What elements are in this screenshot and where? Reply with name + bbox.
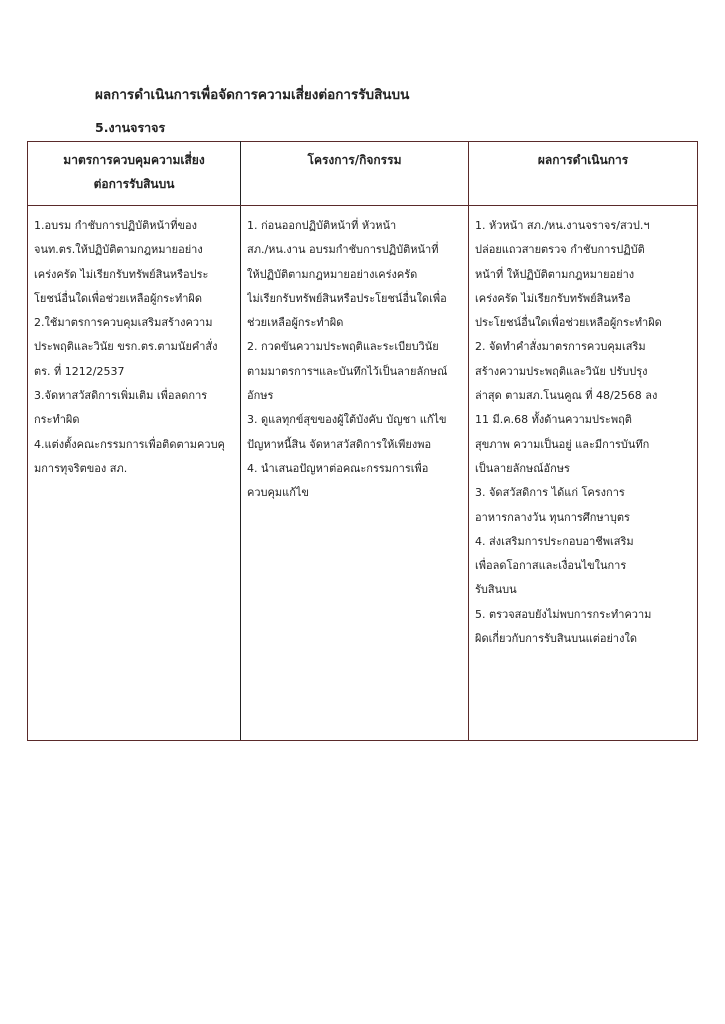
section-title: 5.งานจราจร (95, 120, 166, 135)
cell-risk-measures (28, 206, 241, 741)
cell-text-line: เป็นลายลักษณ์อักษร (475, 461, 570, 475)
cell-text-line: สุขภาพ ความเป็นอยู่ และมีการบันทึก (475, 437, 650, 451)
cell-text-line: ปล่อยแถวสายตรวจ กำชับการปฏิบัติ (475, 243, 645, 257)
cell-text-line: เคร่งครัด ไม่เรียกรับทรัพย์สินหรือประ (34, 267, 209, 281)
cell-text-line: ผิดเกี่ยวกับการรับสินบนแต่อย่างใด (475, 632, 637, 646)
cell-text-line: ช่วยเหลือผู้กระทำผิด (247, 316, 344, 330)
cell-text-line: กระทำผิด (34, 413, 80, 427)
header-line: ต่อการรับสินบน (93, 177, 175, 191)
cell-text-line: เคร่งครัด ไม่เรียกรับทรัพย์สินหรือ (475, 291, 631, 305)
cell-text-line: จนท.ตร.ให้ปฏิบัติตามกฎหมายอย่าง (34, 243, 203, 257)
cell-text-line: ประโยชน์อื่นใดเพื่อช่วยเหลือผู้กระทำผิด (475, 316, 662, 330)
cell-text-line: 4. ส่งเสริมการประกอบอาชีพเสริม (475, 534, 634, 548)
cell-text-line: 4. นำเสนอปัญหาต่อคณะกรรมการเพื่อ (247, 461, 429, 475)
cell-text-line: เพื่อลดโอกาสและเงื่อนไขในการ (475, 559, 627, 573)
measures-table (27, 141, 698, 741)
header-risk-measures (28, 142, 241, 206)
header-line: มาตรการควบคุมความเสี่ยง (63, 153, 205, 167)
cell-text-line: ประพฤติและวินัย ขรก.ตร.ตามนัยคำสั่ง (34, 340, 218, 354)
header-line: ผลการดำเนินการ (537, 153, 629, 167)
cell-text-line: อาหารกลางวัน ทุนการศึกษาบุตร (475, 510, 630, 524)
cell-text-line: 5. ตรวจสอบยังไม่พบการกระทำความ (475, 607, 652, 621)
cell-text-line: ควบคุมแก้ไข (247, 486, 309, 500)
table-row (28, 206, 698, 741)
cell-text-line: ให้ปฏิบัติตามกฎหมายอย่างเคร่งครัด (247, 267, 418, 281)
cell-text-line: สร้างความประพฤติและวินัย ปรับปรุง (475, 364, 648, 378)
cell-text-line: 2.ใช้มาตรการควบคุมเสริมสร้างความ (34, 316, 213, 330)
cell-text-line: สภ./หน.งาน อบรมกำชับการปฏิบัติหน้าที่ (247, 243, 439, 257)
cell-text-line: ตามมาตรการฯและบันทึกไว้เป็นลายลักษณ์ (247, 364, 448, 378)
cell-text-line: 3. ดูแลทุกข์สุขของผู้ใต้บังคับ บัญชา แก้ไข (247, 413, 447, 427)
header-results (469, 142, 698, 206)
document-title: ผลการดำเนินการเพื่อจัดการความเสี่ยงต่อการรับสินบน (95, 87, 410, 103)
cell-text-line: ปัญหาหนี้สิน จัดหาสวัสดิการให้เพียงพอ (247, 437, 432, 451)
cell-text-line: 3.จัดหาสวัสดิการเพิ่มเติม เพื่อลดการ (34, 389, 208, 403)
cell-projects (241, 206, 469, 741)
cell-text-line: 1. หัวหน้า สภ./หน.งานจราจร/สวป.ฯ (475, 219, 650, 232)
cell-text-line: ตร. ที่ 1212/2537 (34, 364, 125, 378)
cell-text-line: หน้าที่ ให้ปฏิบัติตามกฎหมายอย่าง (475, 267, 635, 281)
header-line: โครงการ/กิจกรรม (307, 153, 402, 167)
cell-text-line: 2. จัดทำคำสั่งมาตรการควบคุมเสริม (475, 340, 646, 354)
cell-text-line: รับสินบน (475, 583, 517, 597)
cell-text-line: ไม่เรียกรับทรัพย์สินหรือประโยชน์อื่นใดเพื่อ (247, 291, 447, 305)
cell-text-line: 1.อบรม กำชับการปฏิบัติหน้าที่ของ (34, 219, 197, 232)
cell-text-line: 2. กวดขันความประพฤติและระเบียบวินัย (247, 340, 439, 354)
cell-results (469, 206, 698, 741)
cell-text-line: 11 มี.ค.68 ทั้งด้านความประพฤติ (475, 413, 632, 427)
cell-text-line: 3. จัดสวัสดิการ ได้แก่ โครงการ (475, 486, 625, 500)
cell-text-line: 4.แต่งตั้งคณะกรรมการเพื่อติดตามควบคุ (34, 437, 225, 451)
cell-text-line: 1. ก่อนออกปฏิบัติหน้าที่ หัวหน้า (247, 219, 397, 232)
cell-text-line: อักษร (247, 389, 274, 403)
header-projects (241, 142, 469, 206)
cell-text-line: ล่าสุด ตามสภ.โนนคูณ ที่ 48/2568 ลง (475, 389, 658, 403)
cell-text-line: มการทุจริตของ สภ. (34, 461, 128, 475)
cell-text-line: โยชน์อื่นใดเพื่อช่วยเหลือผู้กระทำผิด (34, 291, 202, 305)
table-header-row (28, 142, 698, 206)
